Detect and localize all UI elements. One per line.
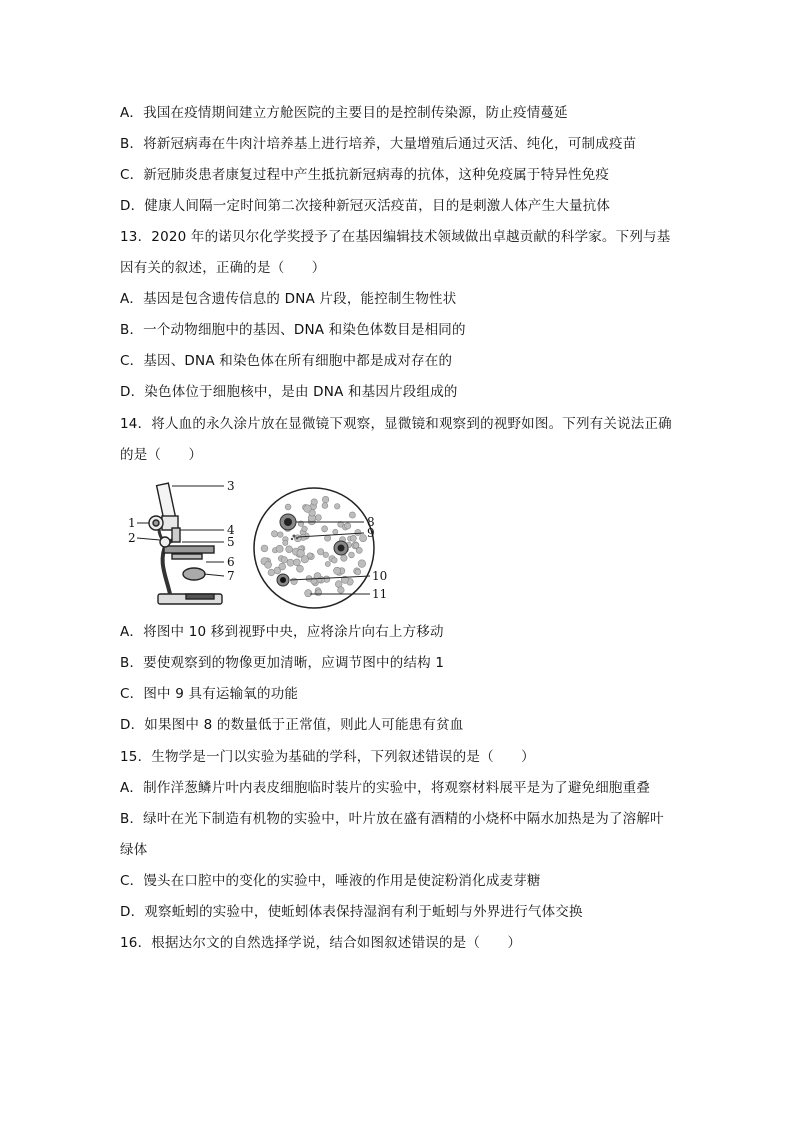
label-10: 10	[372, 569, 388, 583]
q13-stem-line2: 因有关的叙述，正确的是（ ）	[120, 260, 326, 276]
red-blood-cell	[296, 565, 303, 572]
microscope-and-blood-smear-figure	[120, 478, 410, 610]
microscope-illustration	[149, 483, 222, 604]
red-blood-cell	[276, 545, 283, 552]
q15-option-a: A．制作洋葱鳞片叶内表皮细胞临时装片的实验中，将观察材料展平是为了避免细胞重叠	[120, 780, 651, 796]
q12-option-d: D．健康人间隔一定时间第二次接种新冠灭活疫苗，目的是刺激人体产生大量抗体	[120, 198, 611, 214]
figure-svg	[120, 478, 410, 610]
red-blood-cell	[323, 552, 329, 558]
red-blood-cell	[316, 590, 322, 596]
red-blood-cell	[315, 515, 321, 521]
q14-option-d: D．如果图中 8 的数量低于正常值，则此人可能患有贫血	[120, 717, 464, 733]
red-blood-cell	[334, 504, 340, 510]
red-blood-cell	[294, 559, 301, 566]
red-blood-cell	[304, 505, 312, 513]
red-blood-cell	[286, 546, 293, 553]
label-5: 5	[227, 535, 235, 549]
red-blood-cell	[349, 552, 355, 558]
red-blood-cell	[311, 499, 317, 505]
label-11: 11	[372, 587, 388, 601]
red-blood-cell	[360, 535, 367, 542]
q16-stem: 16．根据达尔文的自然选择学说，结合如图叙述错误的是（ ）	[120, 935, 522, 951]
red-blood-cell	[287, 559, 294, 566]
red-blood-cell	[358, 560, 366, 568]
label-7: 7	[227, 569, 235, 583]
label-8: 8	[367, 515, 375, 529]
q12-option-a: A．我国在疫情期间建立方舱医院的主要目的是控制传染源，防止疫情蔓延	[120, 105, 568, 121]
red-blood-cell	[307, 553, 312, 558]
red-blood-cell	[302, 526, 308, 532]
red-blood-cell	[271, 531, 277, 537]
q14-stem-line1: 14．将人血的永久涂片放在显微镜下观察，显微镜和观察到的视野如图。下列有关说法正确	[120, 416, 672, 432]
red-blood-cell	[261, 545, 268, 552]
label-6: 6	[227, 555, 235, 569]
red-blood-cell	[325, 535, 331, 541]
red-blood-cell	[353, 543, 359, 549]
red-blood-cell	[325, 561, 330, 566]
red-blood-cell	[322, 526, 328, 532]
q13-stem-line1: 13．2020 年的诺贝尔化学奖授予了在基因编辑技术领域做出卓越贡献的科学家。下列与基	[120, 229, 671, 245]
q15-option-b-line1: B．绿叶在光下制造有机物的实验中，叶片放在盛有酒精的小烧杯中隔水加热是为了溶解叶	[120, 811, 664, 827]
q14-option-a: A．将图中 10 移到视野中央，应将涂片向右上方移动	[120, 624, 444, 640]
q13-option-c: C．基因、DNA 和染色体在所有细胞中都是成对存在的	[120, 353, 453, 369]
q15-option-c: C．馒头在口腔中的变化的实验中，唾液的作用是使淀粉消化成麦芽糖	[120, 873, 541, 889]
q14-option-b: B．要使观察到的物像更加清晰，应调节图中的结构 1	[120, 655, 445, 671]
q15-option-b-line2: 绿体	[120, 842, 148, 858]
red-blood-cell	[268, 569, 275, 576]
red-blood-cell	[332, 558, 338, 564]
red-blood-cell	[278, 532, 284, 538]
q13-option-a: A．基因是包含遗传信息的 DNA 片段，能控制生物性状	[120, 291, 457, 307]
red-blood-cell	[334, 567, 341, 574]
red-blood-cell	[355, 529, 361, 535]
q13-option-b: B．一个动物细胞中的基因、DNA 和染色体数目是相同的	[120, 322, 466, 338]
red-blood-cell	[350, 535, 356, 541]
red-blood-cell	[279, 563, 286, 570]
red-blood-cell	[265, 561, 272, 568]
red-blood-cell	[283, 540, 288, 545]
red-blood-cell	[322, 496, 329, 503]
label-2: 2	[128, 531, 136, 545]
q14-stem-line2: 的是（ ）	[120, 447, 203, 463]
red-blood-cell	[349, 512, 355, 518]
red-blood-cell	[338, 587, 345, 594]
blood-smear-field	[254, 488, 374, 608]
red-blood-cell	[305, 590, 312, 597]
red-blood-cell	[297, 549, 305, 557]
q14-option-c: C．图中 9 具有运输氧的功能	[120, 686, 299, 702]
label-9: 9	[367, 526, 375, 540]
red-blood-cell	[333, 529, 338, 534]
q12-option-c: C．新冠肺炎患者康复过程中产生抵抗新冠病毒的抗体，这种免疫属于特异性免疫	[120, 167, 610, 183]
red-blood-cell	[285, 504, 291, 510]
red-blood-cell	[345, 523, 351, 529]
red-blood-cell	[281, 557, 287, 563]
red-blood-cell	[355, 569, 361, 575]
label-3: 3	[227, 479, 235, 493]
q15-option-d: D．观察蚯蚓的实验中，使蚯蚓体表保持湿润有利于蚯蚓与外界进行气体交换	[120, 904, 583, 920]
label-1: 1	[128, 516, 136, 530]
red-blood-cell	[291, 578, 298, 585]
red-blood-cell	[341, 555, 347, 561]
q12-option-b: B．将新冠病毒在牛肉汁培养基上进行培养，大量增殖后通过灭活、纯化，可制成疫苗	[120, 136, 637, 152]
label-4: 4	[227, 523, 235, 537]
red-blood-cell	[322, 503, 328, 509]
q13-option-d: D．染色体位于细胞核中，是由 DNA 和基因片段组成的	[120, 384, 458, 400]
q15-stem: 15．生物学是一门以实验为基础的学科，下列叙述错误的是（ ）	[120, 749, 535, 765]
